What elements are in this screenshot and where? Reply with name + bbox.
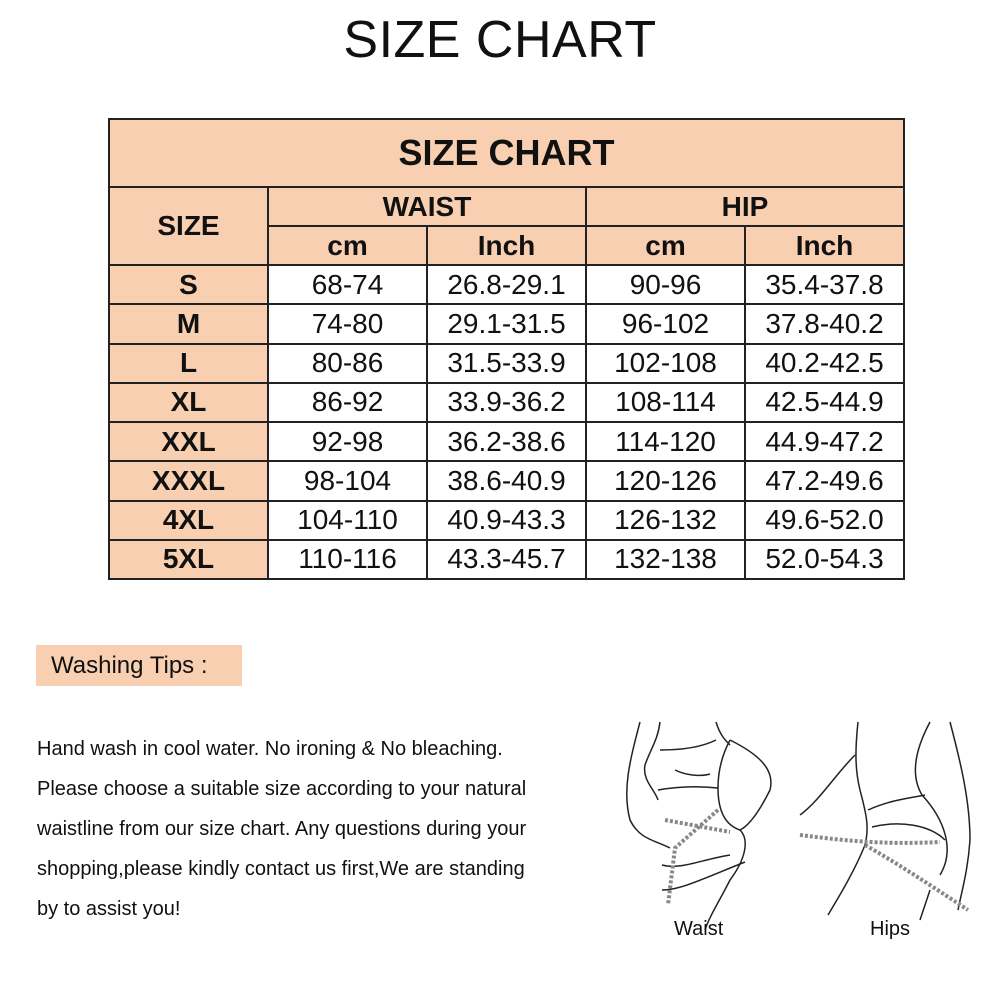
table-row [109,265,904,304]
page-title: SIZE CHART [343,11,657,69]
measurement-cell: 52.0-54.3 [745,540,904,579]
size-cell: S [109,265,268,304]
table-row [109,304,904,343]
size-cell: XXL [109,422,268,461]
table-title: SIZE CHART [109,119,904,187]
measurement-illustration [600,700,1000,960]
measurement-cell: 74-80 [268,304,427,343]
washing-tips-label: Washing Tips : [36,645,242,686]
measurement-cell: 92-98 [268,422,427,461]
measurement-cell: 68-74 [268,265,427,304]
measurement-cell: 96-102 [586,304,745,343]
measurement-cell: 37.8-40.2 [745,304,904,343]
measurement-cell: 110-116 [268,540,427,579]
hip-header: HIP [586,187,904,226]
measurement-cell: 44.9-47.2 [745,422,904,461]
measurement-cell: 29.1-31.5 [427,304,586,343]
size-header: SIZE [109,187,268,265]
measurement-cell: 36.2-38.6 [427,422,586,461]
unit-header: Inch [427,226,586,265]
measurement-cell: 33.9-36.2 [427,383,586,422]
unit-header: Inch [745,226,904,265]
table-row [109,383,904,422]
measurement-cell: 35.4-37.8 [745,265,904,304]
measurement-cell: 43.3-45.7 [427,540,586,579]
waist-header: WAIST [268,187,586,226]
measurement-cell: 40.2-42.5 [745,344,904,383]
measurement-cell: 26.8-29.1 [427,265,586,304]
tip-line: Hand wash in cool water. No ironing & No bleaching. [37,738,503,760]
measuring-figures-icon [600,700,1000,960]
measurement-cell: 90-96 [586,265,745,304]
table-row [109,422,904,461]
measurement-cell: 98-104 [268,461,427,500]
measurement-cell: 80-86 [268,344,427,383]
size-chart-table [108,118,905,580]
measurement-cell: 102-108 [586,344,745,383]
washing-tips-text [37,729,617,929]
size-cell: XXXL [109,461,268,500]
measurement-cell: 40.9-43.3 [427,501,586,540]
measurement-cell: 114-120 [586,422,745,461]
table-row [109,540,904,579]
hips-label: Hips [870,918,911,940]
size-cell: M [109,304,268,343]
size-cell: 5XL [109,540,268,579]
tip-line: Please choose a suitable size according to your natural [37,778,527,800]
table-row [109,344,904,383]
unit-header: cm [586,226,745,265]
measurement-cell: 47.2-49.6 [745,461,904,500]
measurement-cell: 126-132 [586,501,745,540]
size-cell: L [109,344,268,383]
measurement-cell: 49.6-52.0 [745,501,904,540]
measurement-cell: 86-92 [268,383,427,422]
tip-line: shopping,please kindly contact us first,We are standing [37,858,525,880]
measurement-cell: 42.5-44.9 [745,383,904,422]
measurement-cell: 38.6-40.9 [427,461,586,500]
waist-label: Waist [674,918,724,940]
tip-line: by to assist you! [37,898,181,920]
size-cell: XL [109,383,268,422]
measurement-cell: 120-126 [586,461,745,500]
measurement-cell: 108-114 [586,383,745,422]
table-row [109,461,904,500]
measurement-cell: 132-138 [586,540,745,579]
size-cell: 4XL [109,501,268,540]
measurement-cell: 31.5-33.9 [427,344,586,383]
table-body [109,265,904,579]
measurement-cell: 104-110 [268,501,427,540]
unit-header: cm [268,226,427,265]
table-row [109,501,904,540]
tip-line: waistline from our size chart. Any questions during your [37,818,527,840]
